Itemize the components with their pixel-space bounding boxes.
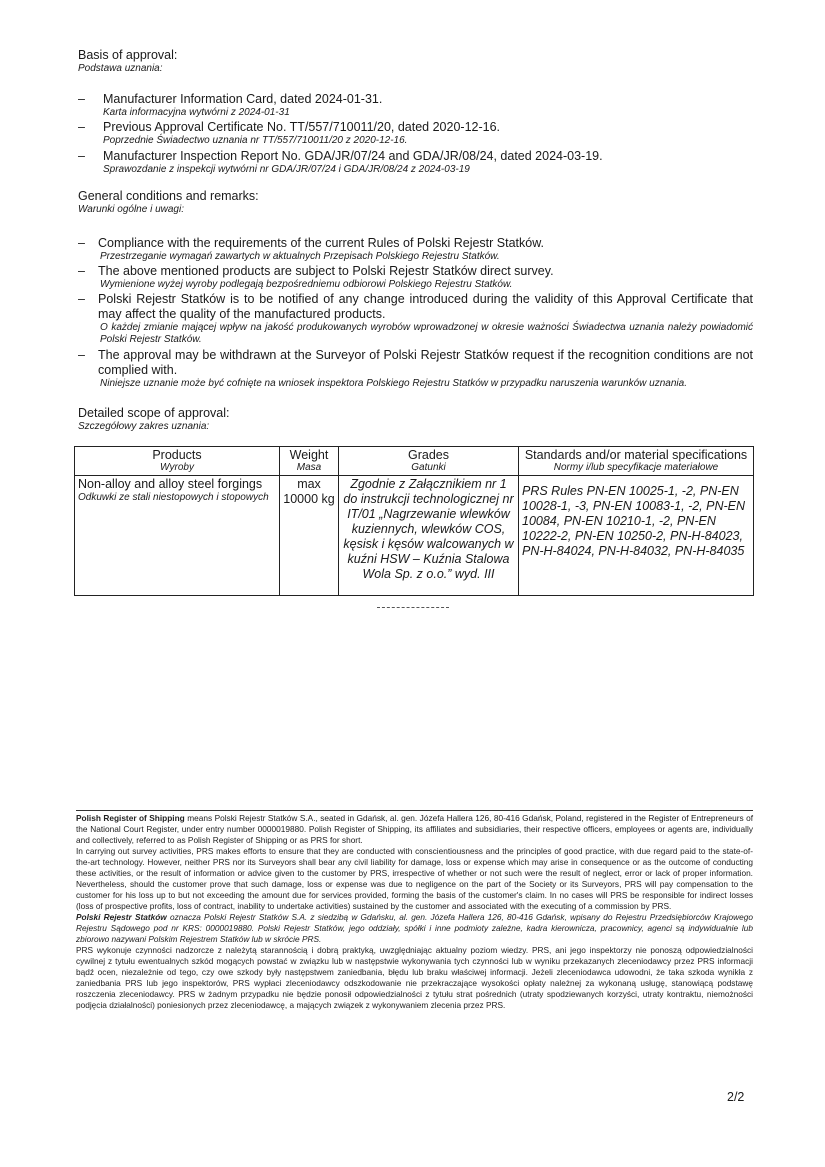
- footer-paragraph-en-2: In carrying out survey activities, PRS makes efforts to ensure that they are conducted with conscientiousness and the principles of good practice, with due regard paid to the state-of-the-art technology. However, neither PRS nor its Surveyors shall bear any civil liability for damage, loss or expense which may arise in consequence or as the outcome of conducting these activities, or the result of information or advice given to the customer by PRS, irrespective of whether or not such were the result of neglect, error or lack of proper information. Nevertheless, should the customer prove that such damage, loss or expense was due to negligence on the part of the Society or its Surveyors, PRS will pay compensation to the customer for his loss up to but not exceeding the amount due for services provided, forming the basis of the customer's claim. In no cases will PRS be responsible for indirect losses (loss of prospective profits, loss of contract, inability to undertake activities) sustained by the customer and associated with the executing of a commission by PRS.: [76, 846, 753, 911]
- scope-heading-pl: Szczegółowy zakres uznania:: [78, 421, 210, 432]
- list-item: [98, 264, 753, 291]
- end-of-list-rule: [377, 607, 449, 608]
- cell-grades: Zgodnie z Załącznikiem nr 1 do instrukcji technologicznej nr IT/01 „Nagrzewanie wlewków kuziennych, wlewków COS, kęsisk i kęsów walcowanych w kuźni HSW – Kuźnia Stalowa Wola Sp. z o.o.” wyd. III: [339, 476, 519, 596]
- list-marker: –: [78, 149, 85, 163]
- column-header-pl: Normy i/lub specyfikacje materiałowe: [553, 462, 719, 473]
- item-text-pl: Wymienione wyżej wyroby podlegają bezpośredniemu odbiorowi Polskiego Rejestru Statków.: [100, 279, 513, 290]
- item-text-en: Manufacturer Inspection Report No. GDA/JR/07/24 and GDA/JR/08/24, dated 2024-03-19.: [103, 149, 603, 163]
- list-marker: –: [78, 120, 85, 134]
- legal-footer: [76, 813, 753, 1011]
- item-text-pl: Sprawozdanie z inspekcji wytwórni nr GDA/JR/07/24 i GDA/JR/08/24 z 2024-03-19: [103, 164, 470, 175]
- footer-paragraph-en-1: [76, 813, 753, 846]
- item-text-pl: Przestrzeganie wymagań zawartych w aktualnych Przepisach Polskiego Rejestru Statków.: [100, 251, 500, 262]
- column-header-en: Products: [152, 448, 202, 462]
- item-text-en: The above mentioned products are subject to Polski Rejestr Statków direct survey.: [98, 264, 554, 278]
- table-row: [75, 476, 754, 596]
- item-text-pl: Karta informacyjna wytwórni z 2024-01-31: [103, 107, 290, 118]
- item-text-en: Compliance with the requirements of the current Rules of Polski Rejestr Statków.: [98, 236, 545, 250]
- column-header-standards: [519, 447, 754, 476]
- product-name-en: Non-alloy and alloy steel forgings: [78, 477, 263, 491]
- item-text-en: The approval may be withdrawn at the Surveyor of Polski Rejestr Statków request if the recognition conditions are not complied with.: [98, 348, 753, 377]
- footer-text: means Polski Rejestr Statków S.A., seated in Gdańsk, al. gen. Józefa Hallera 126, 80-416 Gdańsk, Poland, registered in the Register of Entrepreneurs of the National Court Register, under entry number 0000019880. Polish Register of Shipping, its affiliates and subsidiaries, their respective officers, employees or agents are, individually and collectively, referred to as Polish Register of Shipping or as PRS for short.: [76, 813, 753, 845]
- list-marker: –: [78, 92, 85, 106]
- list-item: [98, 292, 753, 346]
- basis-heading-en: Basis of approval:: [78, 48, 178, 62]
- scope-table: [74, 446, 754, 596]
- item-text-pl: Poprzednie Świadectwo uznania nr TT/557/710011/20 z 2020-12-16.: [103, 135, 408, 146]
- item-text-pl: O każdej zmianie mającej wpływ na jakość produkowanych wyrobów wprowadzonej w okresie ważności Świadectwa uznania należy powiadomić Polski Rejestr Statków.: [100, 322, 753, 345]
- list-item: [98, 348, 753, 390]
- list-marker: –: [78, 264, 85, 278]
- product-name-pl: Odkuwki ze stali niestopowych i stopowych: [78, 492, 269, 503]
- scope-heading-en: Detailed scope of approval:: [78, 406, 230, 420]
- footer-paragraph-pl-2: PRS wykonuje czynności nadzorcze z należytą starannością i dobrą praktyką, uwzględniając aktualny poziom wiedzy. PRS, ani jego inspektorzy nie ponoszą odpowiedzialności cywilnej z tytułu ewentualnych szkód mogących powstać w związku lub w następstwie wykonywania tych czynności lub w wyniku przekazanych zleceniodawcy przez PRS informacji bądź ocen, niezależnie od tego, czy owe szkody były następstwem zaniedbania, błędu lub braku właściwej informacji. Jeżeli zleceniodawca udowodni, że taka szkoda wynikła z zaniedbania PRS lub jego inspektorów, PRS wypłaci zleceniodawcy odszkodowanie nie przekraczające wysokości opłaty należnej za wykonaną usługę, stanowiącą podstawę roszczenia zleceniodawcy. PRS w żadnym przypadku nie będzie ponosił odpowiedzialności z tytułu strat pośrednich (utraty spodziewanych korzyści, utraty kontraktu, niemożności podjęcia działalności) poniesionych przez zleceniodawcę, a mających związek z wykonywaniem zlecenia przez PRS.: [76, 945, 753, 1010]
- column-header-products: [75, 447, 280, 476]
- item-text-en: Polski Rejestr Statków is to be notified of any change introduced during the validity of this Approval Certificate that may affect the quality of the manufactured products.: [98, 292, 753, 321]
- footer-paragraph-pl-1: [76, 912, 753, 945]
- basis-heading-pl: Podstawa uznania:: [78, 63, 163, 74]
- footer-company-en: Polish Register of Shipping: [76, 813, 185, 823]
- list-item: [103, 149, 753, 176]
- column-header-en: Standards and/or material specifications: [524, 448, 748, 462]
- column-header-weight: [280, 447, 339, 476]
- item-text-en: Previous Approval Certificate No. TT/557/710011/20, dated 2020-12-16.: [103, 120, 501, 134]
- footer-text: oznacza Polski Rejestr Statków S.A. z siedzibą w Gdańsku, al. gen. Józefa Hallera 126, 80-416 Gdańsk, wpisany do Rejestru Przedsiębiorców Krajowego Rejestru Sądowego pod nr KRS: 0000019880. Polski Rejestr Statków, jego oddziały, spółki i inne podmioty zależne, kadra kierownicza, pracownicy, agenci są indywidualnie lub zbiorowo nazywani Polskim Rejestrem Statków lub w skrócie PRS.: [76, 912, 753, 944]
- list-item: [103, 92, 753, 119]
- column-header-en: Weight: [289, 448, 329, 462]
- list-item: [103, 120, 753, 147]
- table-header-row: [75, 447, 754, 476]
- cell-product: [75, 476, 280, 596]
- list-marker: –: [78, 292, 85, 306]
- list-item: [98, 236, 753, 263]
- cell-weight: max 10000 kg: [280, 476, 339, 596]
- column-header-pl: Masa: [296, 462, 322, 473]
- cell-standards: PRS Rules PN-EN 10025-1, -2, PN-EN 10028-1, -3, PN-EN 10083-1, -2, PN-EN 10084, PN-EN 10210-1, -2, PN-EN 10222-2, PN-EN 10250-2, PN-H-84023, PN-H-84024, PN-H-84032, PN-H-84035: [519, 476, 754, 596]
- item-text-en: Manufacturer Information Card, dated 2024-01-31.: [103, 92, 383, 106]
- scope-heading: [78, 406, 229, 433]
- page-number: 2/2: [727, 1090, 745, 1104]
- list-marker: –: [78, 236, 85, 250]
- general-heading-pl: Warunki ogólne i uwagi:: [78, 204, 184, 215]
- footer-divider: [76, 810, 753, 811]
- column-header-pl: Gatunki: [411, 462, 446, 473]
- column-header-grades: [339, 447, 519, 476]
- item-text-pl: Niniejsze uznanie może być cofnięte na wniosek inspektora Polskiego Rejestru Statków w przypadku naruszenia warunków uznania.: [100, 378, 687, 389]
- column-header-pl: Wyroby: [160, 462, 194, 473]
- basis-heading: [78, 48, 177, 75]
- general-heading: [78, 189, 259, 216]
- footer-company-pl: Polski Rejestr Statków: [76, 912, 167, 922]
- list-marker: –: [78, 348, 85, 362]
- general-heading-en: General conditions and remarks:: [78, 189, 259, 203]
- column-header-en: Grades: [408, 448, 449, 462]
